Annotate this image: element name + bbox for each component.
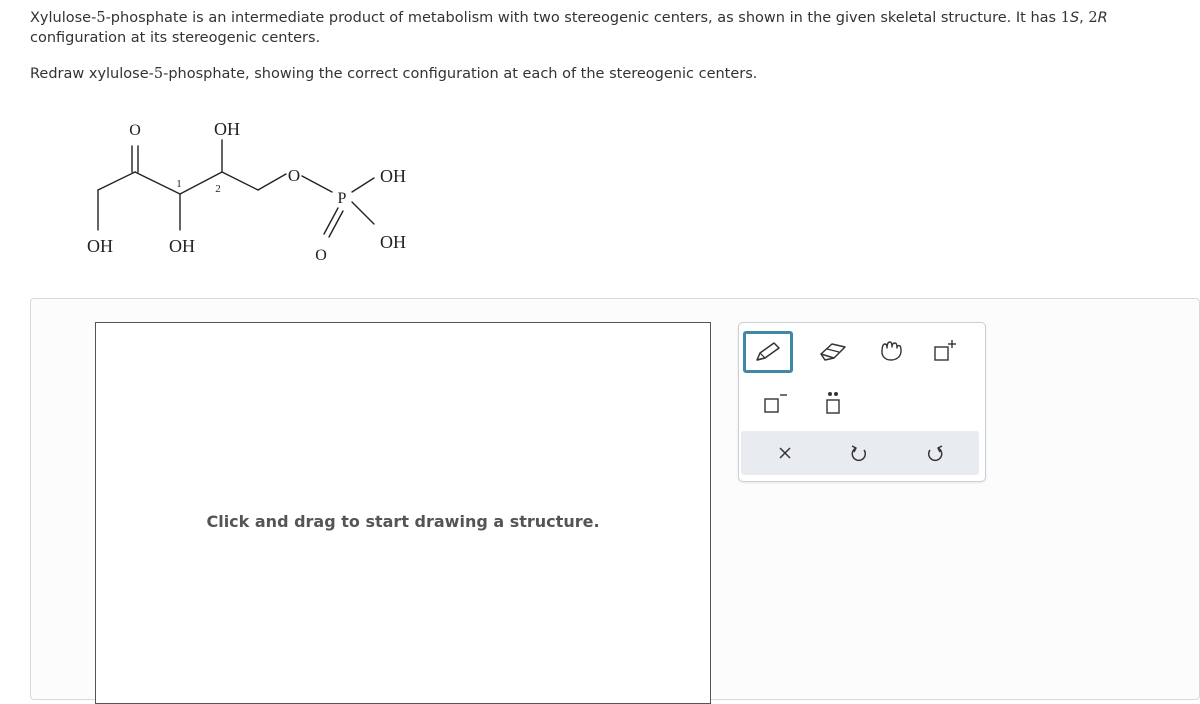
phosphate-oh-bottom-label: OH (380, 232, 406, 252)
question-text: -phosphate, showing the correct configuration at each of the stereogenic centers. (163, 66, 758, 82)
clear-icon (775, 443, 795, 463)
carbonyl-o-label: O (129, 122, 141, 139)
eraser-icon (817, 339, 849, 363)
minus-charge-tool-button[interactable] (753, 383, 797, 423)
c5-oh-label: OH (87, 236, 113, 256)
plus-charge-tool-button[interactable] (923, 331, 967, 371)
c1-oh-label: OH (169, 236, 195, 256)
minus-charge-icon (760, 390, 790, 416)
locant-1-label: 1 (176, 178, 182, 190)
drawing-toolbar (738, 322, 986, 482)
question-text: , (1079, 10, 1089, 26)
undo-icon (848, 442, 870, 464)
pencil-icon (753, 340, 783, 364)
plus-charge-icon (930, 338, 960, 364)
redo-button[interactable] (905, 431, 965, 475)
hand-icon (876, 339, 906, 363)
redo-icon (924, 442, 946, 464)
question-number: 5 (96, 10, 106, 26)
phosphate-oh-top-label: OH (380, 166, 406, 186)
eraser-tool-button[interactable] (811, 331, 855, 371)
question-text: Xylulose- (30, 10, 97, 26)
xylulose-5-phosphate-structure (70, 108, 430, 268)
lone-pair-icon (818, 389, 848, 417)
locant-2-label: 2 (215, 183, 221, 195)
config-locant-1: 1 (1060, 10, 1070, 26)
lone-pair-tool-button[interactable] (811, 383, 855, 423)
canvas-hint: Click and drag to start drawing a structure. (206, 512, 600, 531)
config-s: S (1069, 10, 1080, 26)
question-number: 5 (153, 66, 164, 82)
phosphate-double-o-label: O (315, 247, 327, 264)
hand-tool-button[interactable] (869, 331, 913, 371)
config-locant-2: 2 (1088, 10, 1098, 26)
undo-button[interactable] (829, 431, 889, 475)
c2-oh-label: OH (214, 119, 240, 139)
action-bar (741, 431, 979, 475)
phosphorus-label: P (337, 190, 347, 207)
config-r: R (1097, 10, 1108, 26)
ester-o-label: O (287, 166, 301, 185)
question-text: Redraw xylulose- (30, 66, 154, 82)
clear-button[interactable] (755, 431, 815, 475)
question-paragraph-2 (30, 64, 1150, 84)
drawing-canvas[interactable] (95, 322, 711, 704)
question-text: -phosphate is an intermediate product of metabolism with two stereogenic centers, as shown in the given skeletal structure. It has (105, 10, 1061, 26)
pencil-tool-button[interactable] (743, 331, 793, 373)
question-text: configuration at its stereogenic centers. (30, 30, 321, 46)
question-paragraph-1 (30, 8, 1150, 48)
